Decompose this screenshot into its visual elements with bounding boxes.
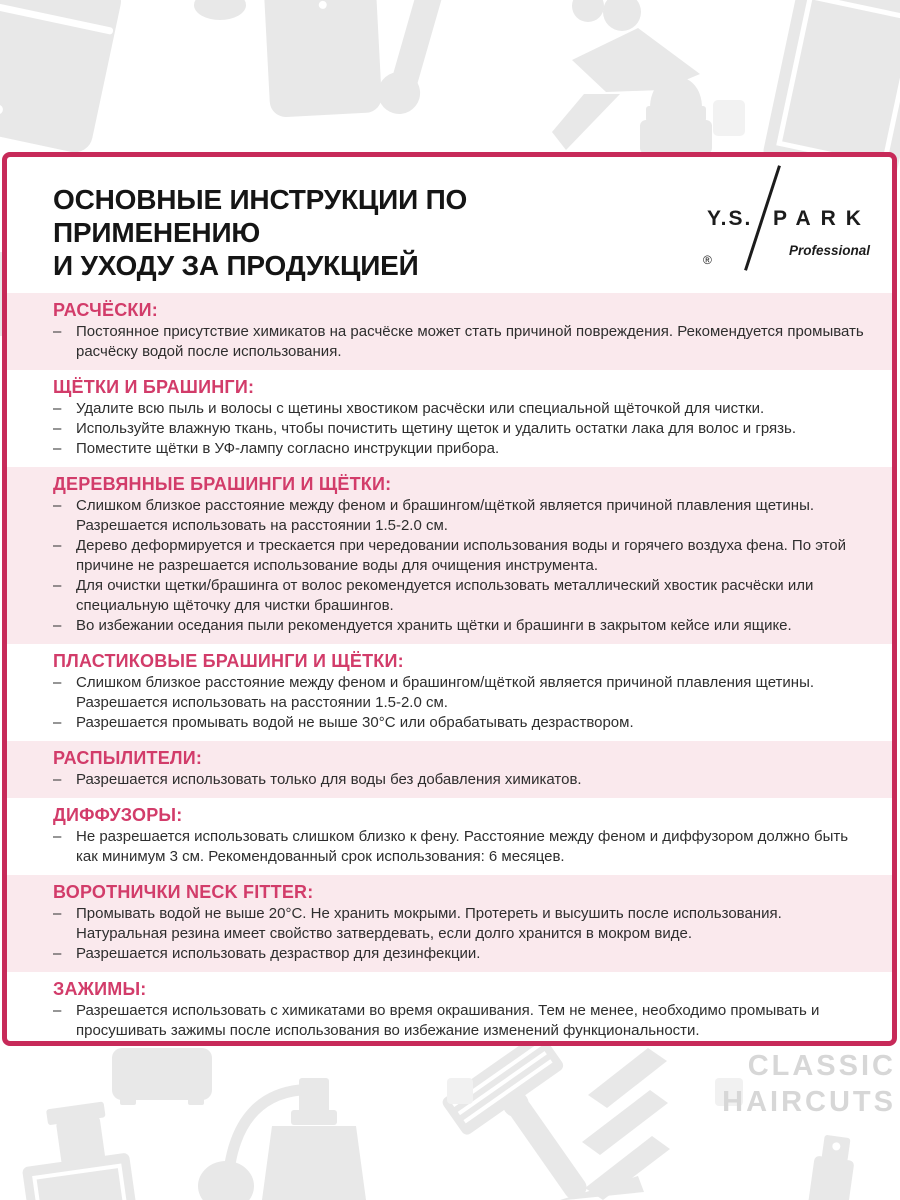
bullet-text: Разрешается использовать дезраствор для дезинфекции. [76,945,481,962]
bullet-item [53,770,868,790]
bullet-text: Разрешается использовать только для воды без добавления химикатов. [76,771,582,788]
bullet-text: Слишком близкое расстояние между феном и брашингом/щёткой является причиной плавления щетины. Разрешается использовать на расстоянии 1.5-2.0 см. [76,674,815,711]
bullet-text: Поместите щётки в УФ-лампу согласно инструкции прибора. [76,440,500,457]
page-title [53,183,662,282]
bullet-dash: – [53,420,62,437]
bullet-text: Промывать водой не выше 20°C. Не хранить мокрыми. Протереть и высушить после использования. Натуральная резина имеет свойство затвердевать, если долго хранится в мокром виде. [76,905,782,942]
bullet-item [53,827,868,867]
bullet-dash: – [53,1002,62,1019]
bullet-dash: – [53,828,62,845]
bullet-dash: – [53,440,62,457]
bullet-text: Для очистки щетки/брашинга от волос рекомендуется использовать металлический хвостик расчёски или специальную щёточку для чистки брашингов. [76,577,814,614]
bullet-text: Постоянное присутствие химикатов на расчёске может стать причиной повреждения. Рекомендуется промывать расчёску водой после использования. [76,323,864,360]
bullet-item [53,496,868,536]
card-header [7,157,892,293]
bullet-item [53,944,868,964]
page-title-line2: И УХОДУ ЗА ПРОДУКЦИЕЙ [53,250,419,281]
section-wooden-brushes [7,467,892,644]
bullet-dash: – [53,497,62,514]
bullet-item [53,419,868,439]
section-plastic-brushes [7,644,892,741]
instruction-card [2,152,897,1046]
bullet-item [53,439,868,459]
section-title: ДИФФУЗОРЫ: [53,805,183,825]
page-title-line1: ОСНОВНЫЕ ИНСТРУКЦИИ ПО ПРИМЕНЕНИЮ [53,184,468,248]
bullet-dash: – [53,537,62,554]
bullet-text: Разрешается промывать водой не выше 30°C или обрабатывать дезраствором. [76,714,634,731]
small-spray-icon [808,1134,858,1200]
section-sprayers [7,741,892,798]
watermark-text [722,1048,896,1120]
cape-icon-2 [262,0,382,118]
pale-square-icon-2 [447,1078,473,1104]
bullet-dash: – [53,945,62,962]
section-title: ПЛАСТИКОВЫЕ БРАШИНГИ И ЩЁТКИ: [53,651,404,671]
registered-trademark-icon: ® [703,253,712,267]
bullet-item [53,576,868,616]
bullet-item [53,399,868,419]
bullet-text: Разрешается использовать с химикатами во время окрашивания. Тем не менее, необходимо промывать и просушивать зажимы после использования во избежание изменений функциональности. [76,1002,820,1039]
pale-square-icon [713,100,745,136]
section-neck-fitters [7,875,892,972]
watermark-haircuts: HAIRCUTS [722,1086,896,1118]
bullet-dash: – [53,577,62,594]
bullet-dash: – [53,400,62,417]
bullet-text: Слишком близкое расстояние между феном и брашингом/щёткой является причиной плавления щетины. Разрешается использовать на расстоянии 1.5-2.0 см. [76,497,815,534]
bullet-dash: – [53,771,62,788]
atomizer-icon [198,1078,366,1200]
razor-handle-icon [373,0,451,119]
section-title: ЗАЖИМЫ: [53,979,147,999]
bullet-text: Дерево деформируется и трескается при чередовании использования воды и горячего воздуха фена. По этой причине не разрешается использование воды для очищения инструмента. [76,537,846,574]
bullet-dash: – [53,714,62,731]
cape-icon [0,0,124,156]
cologne-bottle-icon [14,1099,137,1200]
bullet-item [53,1001,868,1041]
section-title: ДЕРЕВЯННЫЕ БРАШИНГИ И ЩЁТКИ: [53,474,392,494]
section-title: РАСЧЁСКИ: [53,300,158,320]
bullet-item [53,536,868,576]
watermark-classic: CLASSIC [747,1050,896,1082]
scissors-rings-icon [572,0,641,31]
section-title: РАСПЫЛИТЕЛИ: [53,748,203,768]
bullet-dash: – [53,905,62,922]
bullet-item [53,673,868,713]
spray-bottle-icon [552,28,712,154]
section-clips [7,972,892,1046]
clipper-icon [112,1048,212,1105]
bullet-text: Удалите всю пыль и волосы с щетины хвостиком расчёски или специальной щёточкой для чистки. [76,400,765,417]
logo-park-text: PARK [773,207,871,230]
bullet-dash: – [53,674,62,691]
bullet-text: Во избежании оседания пыли рекомендуется хранить щётки и брашинги в закрытом кейсе или ящике. [76,617,792,634]
section-title: ЩЁТКИ И БРАШИНГИ: [53,377,255,397]
bullet-item [53,713,868,733]
section-combs [7,293,892,370]
ys-park-logo [697,171,872,271]
bullet-text: Используйте влажную ткань, чтобы почистить щетину щеток и удалить остатки лака для волос и грязь. [76,420,796,437]
bullet-text: Не разрешается использовать слишком близко к фену. Расстояние между феном и диффузором должно быть как минимум 3 см. Рекомендованный срок использования: 6 месяцев. [76,828,849,865]
bullet-item [53,322,868,362]
section-title: ВОРОТНИЧКИ NECK FITTER: [53,882,314,902]
section-diffusers [7,798,892,875]
logo-ys-text: Y.S. [707,207,753,230]
bullet-dash: – [53,323,62,340]
section-brushes [7,370,892,467]
logo-professional-text: Professional [788,243,870,258]
bullet-dash: – [53,617,62,634]
bullet-item [53,904,868,944]
oval-icon [194,0,246,20]
bullet-item [53,616,868,636]
